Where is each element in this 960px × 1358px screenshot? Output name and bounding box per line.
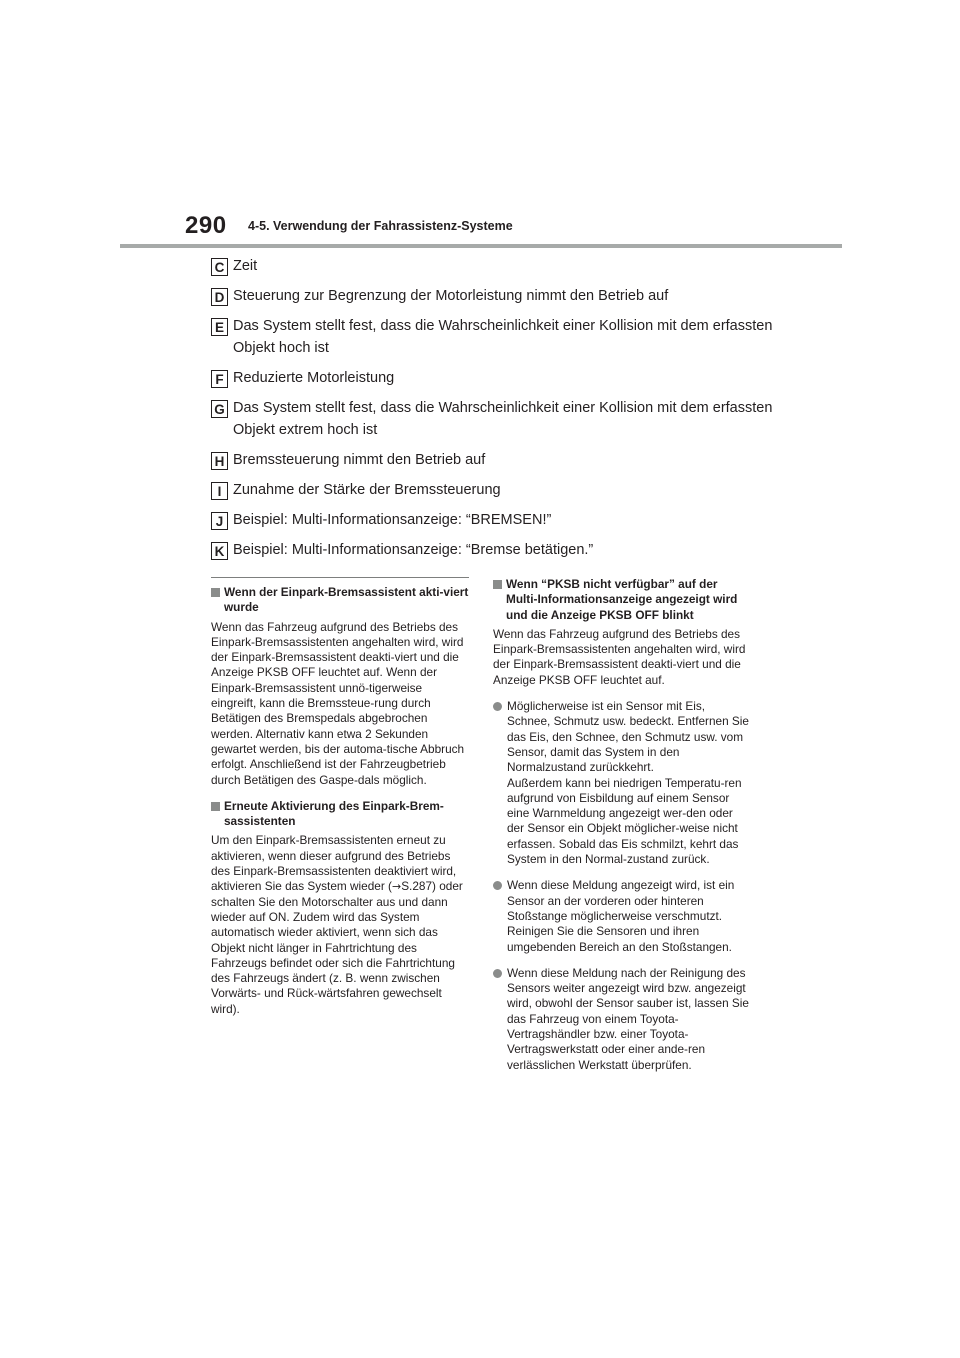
circle-bullet-icon [493, 969, 502, 978]
legend-item-e [211, 315, 811, 359]
square-bullet-icon [211, 588, 220, 597]
legend-text-h: Bremssteuerung nimmt den Betrieb auf [233, 452, 486, 468]
bullet-paragraph: Wenn diese Meldung nach der Reinigung des Sensors weiter angezeigt wird bzw. angezeigt wird, obwohl der Sensor sauber ist, lassen Sie das Fahrzeug von einem Toyota-Vertragshändler bzw. einer Toyota-Vertragswerkstatt oder einer ande-ren verlässlichen Werkstatt überprüfen. [507, 965, 749, 1072]
bullet-text [507, 966, 751, 1073]
bullet-item [493, 878, 751, 954]
legend-item-f [211, 367, 811, 389]
section-title: 4-5. Verwendung der Fahrassistenz-Systeme [248, 219, 513, 233]
legend-text-j: Beispiel: Multi-Informationsanzeige: “BREMSEN!” [233, 512, 552, 528]
bullet-paragraph: Außerdem kann bei niedrigen Temperatu-ren aufgrund von Eisbildung auf einem Sensor eine Warnmeldung angezeigt wer-den oder der Sensor ein Objekt möglicher-weise nicht erfassen. Sobald das Eis schmilzt, kehrt das System in den Normal-zustand zurück. [507, 775, 742, 867]
legend-key-h: H [211, 452, 228, 470]
legend-text-f: Reduzierte Motorleistung [233, 370, 395, 386]
bullet-paragraph: Möglicherweise ist ein Sensor mit Eis, Schnee, Schmutz usw. bedeckt. Entfernen Sie das Eis, den Schnee, den Schmutz usw. vom Sensor, damit das System in den Normalzustand zurückkehrt. [507, 699, 749, 775]
body-paragraph [211, 833, 469, 1017]
square-bullet-icon [211, 802, 220, 811]
legend-item-d [211, 285, 811, 307]
legend-key-e: E [211, 318, 228, 336]
legend-key-g: G [211, 400, 228, 418]
section-heading [493, 577, 751, 623]
legend-key-k: K [211, 542, 228, 560]
circle-bullet-icon [493, 881, 502, 890]
arrow-right-icon: → [391, 880, 402, 894]
header-rule [120, 244, 842, 248]
page-reference-link[interactable]: S.287 [401, 879, 433, 894]
section-heading [211, 585, 469, 616]
bullet-item [493, 699, 751, 867]
legend-text-c: Zeit [233, 258, 258, 274]
legend-key-j: J [211, 512, 228, 530]
bullet-item [493, 966, 751, 1073]
legend-text-e: Das System stellt fest, dass die Wahrscheinlichkeit einer Kollision mit dem erfassten Objekt hoch ist [233, 318, 773, 356]
square-bullet-icon [493, 580, 502, 589]
bullet-paragraph: Wenn diese Meldung angezeigt wird, ist ein Sensor an der vorderen oder hinteren Stoßstange möglicherweise verschmutzt. Reinigen Sie die Sensoren und ihren umgebenden Bereich an den Stoßstangen. [507, 878, 735, 954]
legend-item-k [211, 539, 811, 561]
bullet-text [507, 699, 751, 867]
legend-text-g: Das System stellt fest, dass die Wahrscheinlichkeit einer Kollision mit dem erfassten Objekt extrem hoch ist [233, 400, 773, 438]
body-text: Um den Einpark-Bremsassistenten erneut zu aktivieren, wenn dieser aufgrund des Betriebs des Einpark-Bremsassistenten deaktiviert wird, aktivieren Sie das System wieder ( [211, 833, 457, 894]
legend-item-j [211, 509, 811, 531]
legend-key-i: I [211, 482, 228, 500]
heading-text: Wenn der Einpark-Bremsassistent akti-viert wurde [224, 585, 469, 615]
page-number: 290 [185, 212, 227, 239]
figure-legend [211, 255, 811, 569]
heading-text: Wenn “PKSB nicht verfügbar” auf der Multi-Informationsanzeige angezeigt wird und die Anzeige PKSB OFF blinkt [506, 577, 738, 622]
body-text: ) oder schalten Sie den Motorschalter aus und dann wieder auf ON. Zudem wird das System automatisch wieder aktiviert, wenn sich das Objekt nicht länger in Fahrtrichtung des Fahrzeugs befindet oder sich die Fahrtrichtung des Fahrzeugs ändert (z. B. wenn zwischen Vorwärts- und Rück-wärtsfahren gewechselt wird). [211, 879, 463, 1016]
body-paragraph: Wenn das Fahrzeug aufgrund des Betriebs des Einpark-Bremsassistenten angehalten wird, wird der Einpark-Bremsassistent deakti-viert und die Anzeige PKSB OFF leuchtet auf. [493, 626, 746, 687]
legend-text-d: Steuerung zur Begrenzung der Motorleistung nimmt den Betrieb auf [233, 288, 669, 304]
legend-item-c [211, 255, 811, 277]
left-column [211, 577, 469, 1028]
column-rule [211, 577, 469, 578]
body-paragraph: Wenn das Fahrzeug aufgrund des Betriebs des Einpark-Bremsassistenten angehalten wird, wird der Einpark-Bremsassistent deakti-viert und die Anzeige PKSB OFF leuchtet auf. Wenn der Einpark-Bremsassistent unnö-tigerweise eingreift, kann die Bremssteue-rung durch Betätigen des Bremspedals abgebrochen werden. Alternativ kann etwa 2 Sekunden gewartet werden, bis der automa-tische Abbruch erfolgt. Anschließend ist der Fahrzeugbetrieb durch Betätigen des Gaspe-dals möglich. [211, 619, 465, 787]
circle-bullet-icon [493, 702, 502, 711]
section-heading [211, 799, 469, 830]
legend-key-f: F [211, 370, 228, 388]
legend-item-g [211, 397, 811, 441]
legend-key-c: C [211, 258, 228, 276]
legend-text-k: Beispiel: Multi-Informationsanzeige: “Bremse betätigen.” [233, 542, 594, 558]
heading-text: Erneute Aktivierung des Einpark-Brem-sassistenten [224, 798, 444, 829]
legend-key-d: D [211, 288, 228, 306]
legend-text-i: Zunahme der Stärke der Bremssteuerung [233, 482, 501, 498]
legend-item-i [211, 479, 811, 501]
bullet-text [507, 878, 751, 954]
legend-item-h [211, 449, 811, 471]
right-column [493, 577, 751, 1084]
